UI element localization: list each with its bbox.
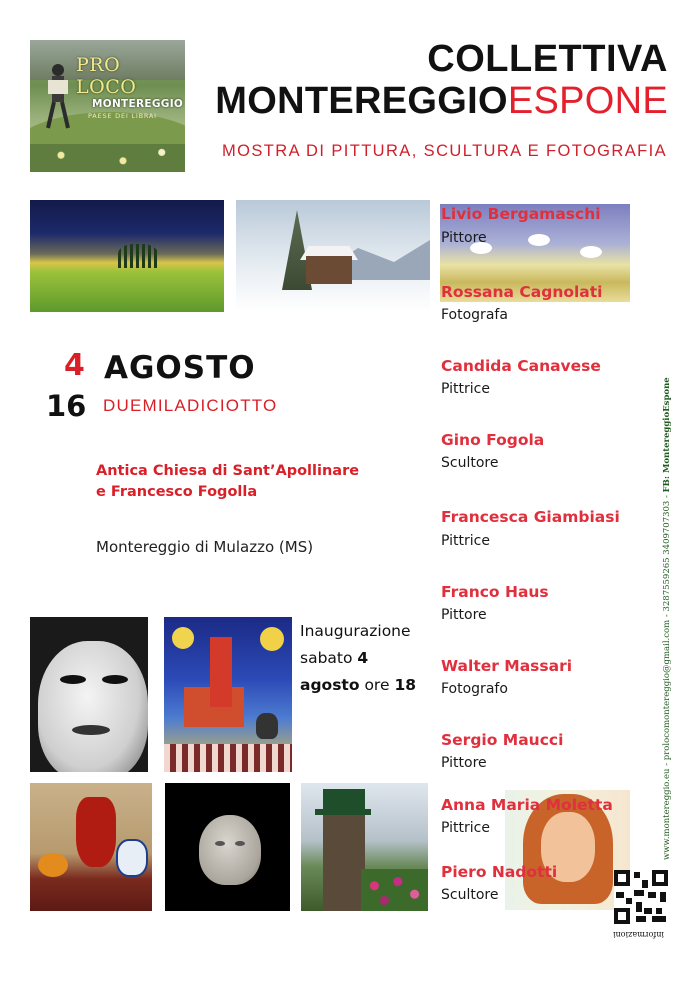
photo-wooden-statue [301, 783, 428, 911]
logo-proloco-text: PRO LOCO [76, 54, 137, 98]
logo-flowers [30, 144, 185, 172]
sculpture-stone-head [165, 783, 290, 911]
artist-name: Anna Maria Moletta [441, 796, 613, 814]
artist-name: Livio Bergamaschi [441, 205, 601, 223]
artist-role: Fotografo [441, 681, 508, 697]
artist-role: Fotografa [441, 307, 508, 323]
artist-role: Pittore [441, 607, 487, 623]
artist-name: Walter Massari [441, 657, 573, 675]
title-collettiva: COLLETTIVA [427, 38, 668, 80]
qr-caption: informazioni [613, 930, 664, 939]
logo-montereggio-text: MONTEREGGIO [92, 98, 184, 110]
inauguration-time: agosto ore 18 [300, 676, 417, 694]
inauguration-day: sabato 4 [300, 649, 369, 667]
date-start-day: 4 [64, 348, 85, 383]
qr-code-icon [614, 870, 668, 924]
artist-name: Piero Nadotti [441, 863, 558, 881]
venue-line-1: Antica Chiesa di Sant’Apollinare [96, 463, 360, 479]
artist-role: Scultore [441, 455, 499, 471]
contact-facebook: FB: MontereggioEspone [662, 377, 672, 493]
photo-woman-face [30, 617, 148, 772]
inauguration-label: Inaugurazione [300, 622, 411, 640]
painting-tuscan-landscape [30, 200, 224, 312]
date-end-day: 16 [46, 389, 87, 423]
artist-role: Pittore [441, 755, 487, 771]
painting-snowy-hut [236, 200, 430, 312]
walker-icon [42, 62, 74, 132]
artist-name: Candida Canavese [441, 357, 601, 375]
title-espone: ESPONE [507, 80, 668, 122]
venue-line-2: e Francesco Fogolla [96, 484, 258, 500]
contact-text: www.montereggio.eu - prolocomontereggio@gmail.com - 3287559265 3409707303 - FB: MontereggioEspone [662, 377, 672, 860]
title-montereggio: MONTEREGGIO [215, 80, 508, 122]
title-montereggio-espone [215, 80, 668, 123]
painting-still-life-vase [30, 783, 152, 911]
artist-name: Francesca Giambiasi [441, 508, 620, 526]
subtitle: MOSTRA DI PITTURA, SCULTURA E FOTOGRAFIA [221, 142, 667, 160]
artist-role: Pittrice [441, 533, 490, 549]
date-month: AGOSTO [104, 350, 256, 386]
artist-name: Rossana Cagnolati [441, 283, 603, 301]
artist-role: Pittrice [441, 820, 490, 836]
logo-paese-text: PAESE DEI LIBRAI [88, 112, 157, 120]
artist-role: Pittore [441, 230, 487, 246]
venue-place: Montereggio di Mulazzo (MS) [96, 538, 314, 556]
date-year: DUEMILADICIOTTO [103, 396, 278, 415]
artist-name: Gino Fogola [441, 431, 545, 449]
proloco-logo [30, 40, 185, 172]
contact-email: prolocomontereggio@gmail.com [662, 619, 672, 761]
contact-strip [662, 377, 682, 860]
contact-phones: 3287559265 3409707303 [662, 500, 672, 612]
painting-village-cat [164, 617, 292, 772]
contact-website: www.montereggio.eu [662, 768, 672, 860]
inauguration-block [300, 618, 416, 699]
artist-name: Franco Haus [441, 583, 549, 601]
artist-role: Pittrice [441, 381, 490, 397]
artist-role: Scultore [441, 887, 499, 903]
artist-name: Sergio Maucci [441, 731, 564, 749]
